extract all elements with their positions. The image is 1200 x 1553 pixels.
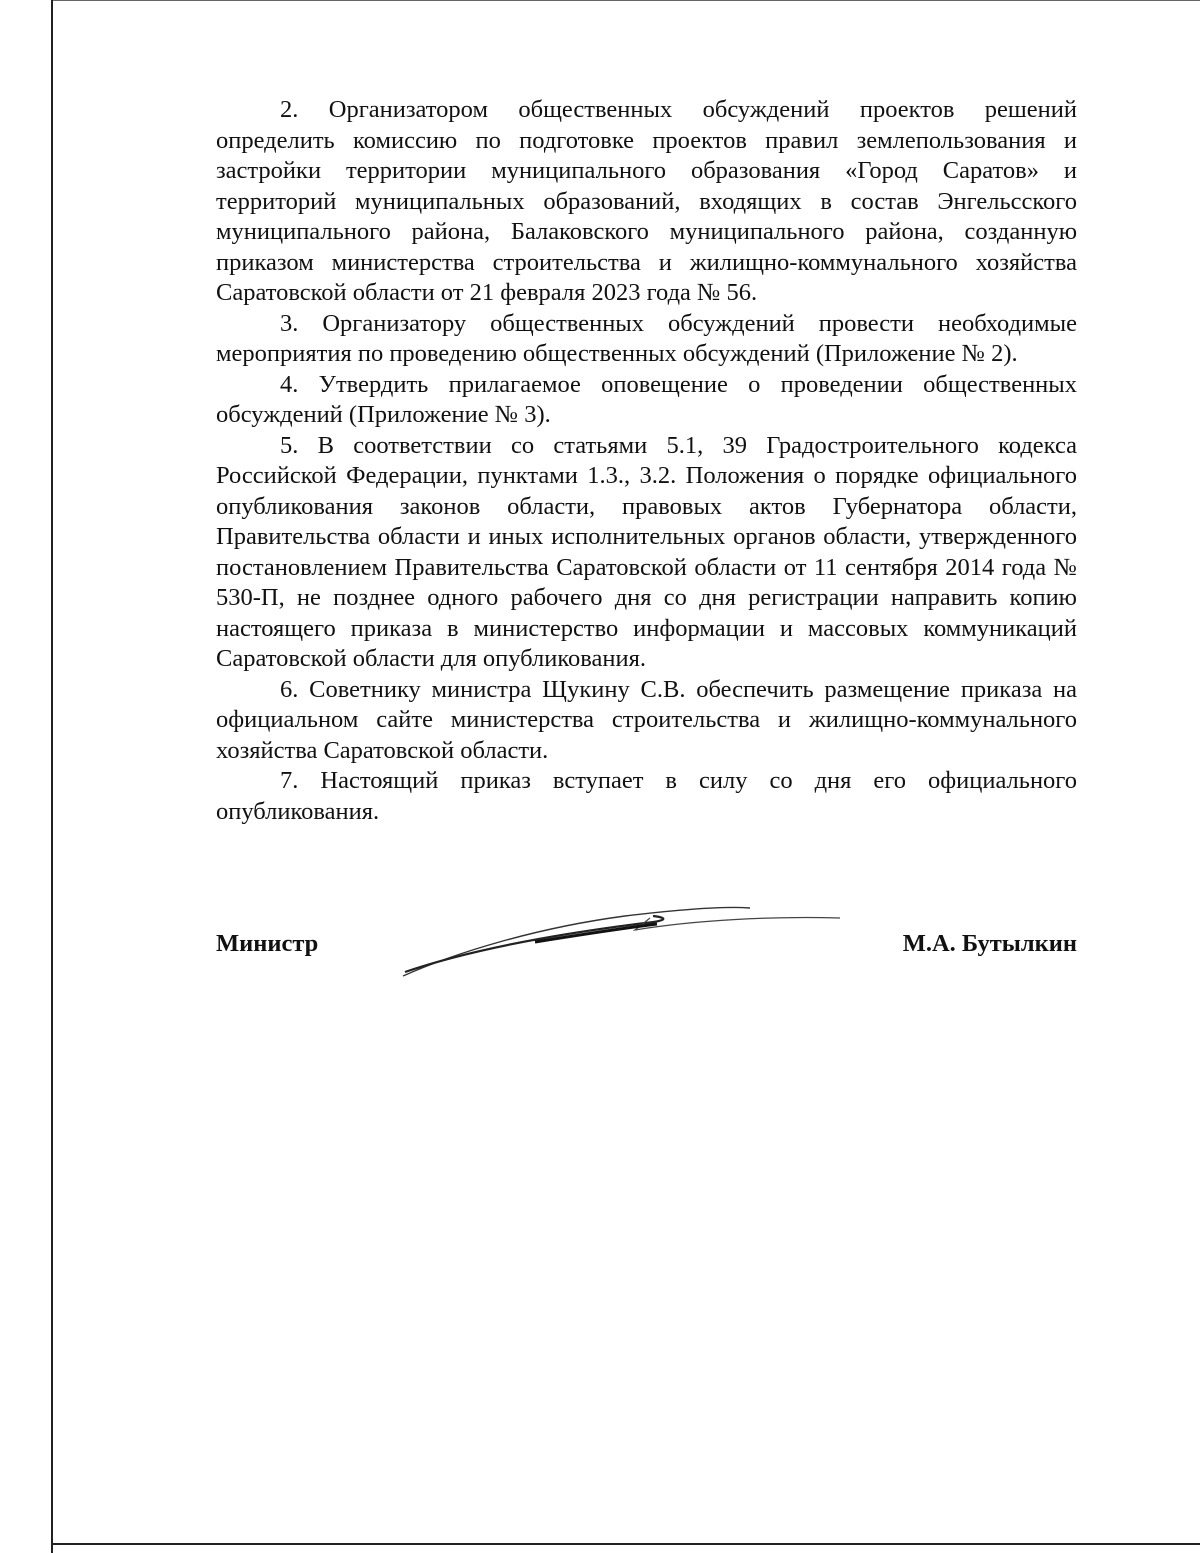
scan-border-left xyxy=(51,0,53,1553)
paragraph-6: 6. Советнику министра Щукину С.В. обеспечить размещение приказа на официальном сайте министерства строительства и жилищно-коммунального хозяйства Саратовской области. xyxy=(216,675,1077,764)
paragraph-4: 4. Утвердить прилагаемое оповещение о проведении общественных обсуждений (Приложение № 3). xyxy=(216,370,1077,428)
paragraph-2: 2. Организатором общественных обсуждений проектов решений определить комиссию по подготовке проектов правил землепользования и застройки территории муниципального образования «Город Саратов» и территорий муниципальных образований, входящих в состав Энгельсского муниципального района, Балаковского муниципального района, созданную приказом министерства строительства и жилищно-коммунального хозяйства Саратовской области от 21 февраля 2023 года № 56. xyxy=(216,96,1077,306)
signatory-title: Министр xyxy=(216,930,319,957)
signature-block xyxy=(216,930,1077,970)
paragraph-5: 5. В соответствии со статьями 5.1, 39 Градостроительного кодекса Российской Федерации, пунктами 1.3., 3.2. Положения о порядке официального опубликования законов области, правовых актов Губернатора области, Правительства области и иных исполнительных органов области, утвержденного постановлением Правительства Саратовской области от 11 сентября 2014 года № 530-П, не позднее одного рабочего дня со дня регистрации направить копию настоящего приказа в министерство информации и массовых коммуникаций Саратовской области для опубликования. xyxy=(216,431,1077,672)
document-body xyxy=(216,95,1077,827)
scan-border-top xyxy=(51,0,1200,1)
paragraph-7: 7. Настоящий приказ вступает в силу со дня его официального опубликования. xyxy=(216,767,1077,825)
scan-border-bottom xyxy=(51,1543,1200,1545)
paragraph-3: 3. Организатору общественных обсуждений провести необходимые мероприятия по проведению общественных обсуждений (Приложение № 2). xyxy=(216,309,1077,367)
signatory-name: М.А. Бутылкин xyxy=(902,930,1077,957)
